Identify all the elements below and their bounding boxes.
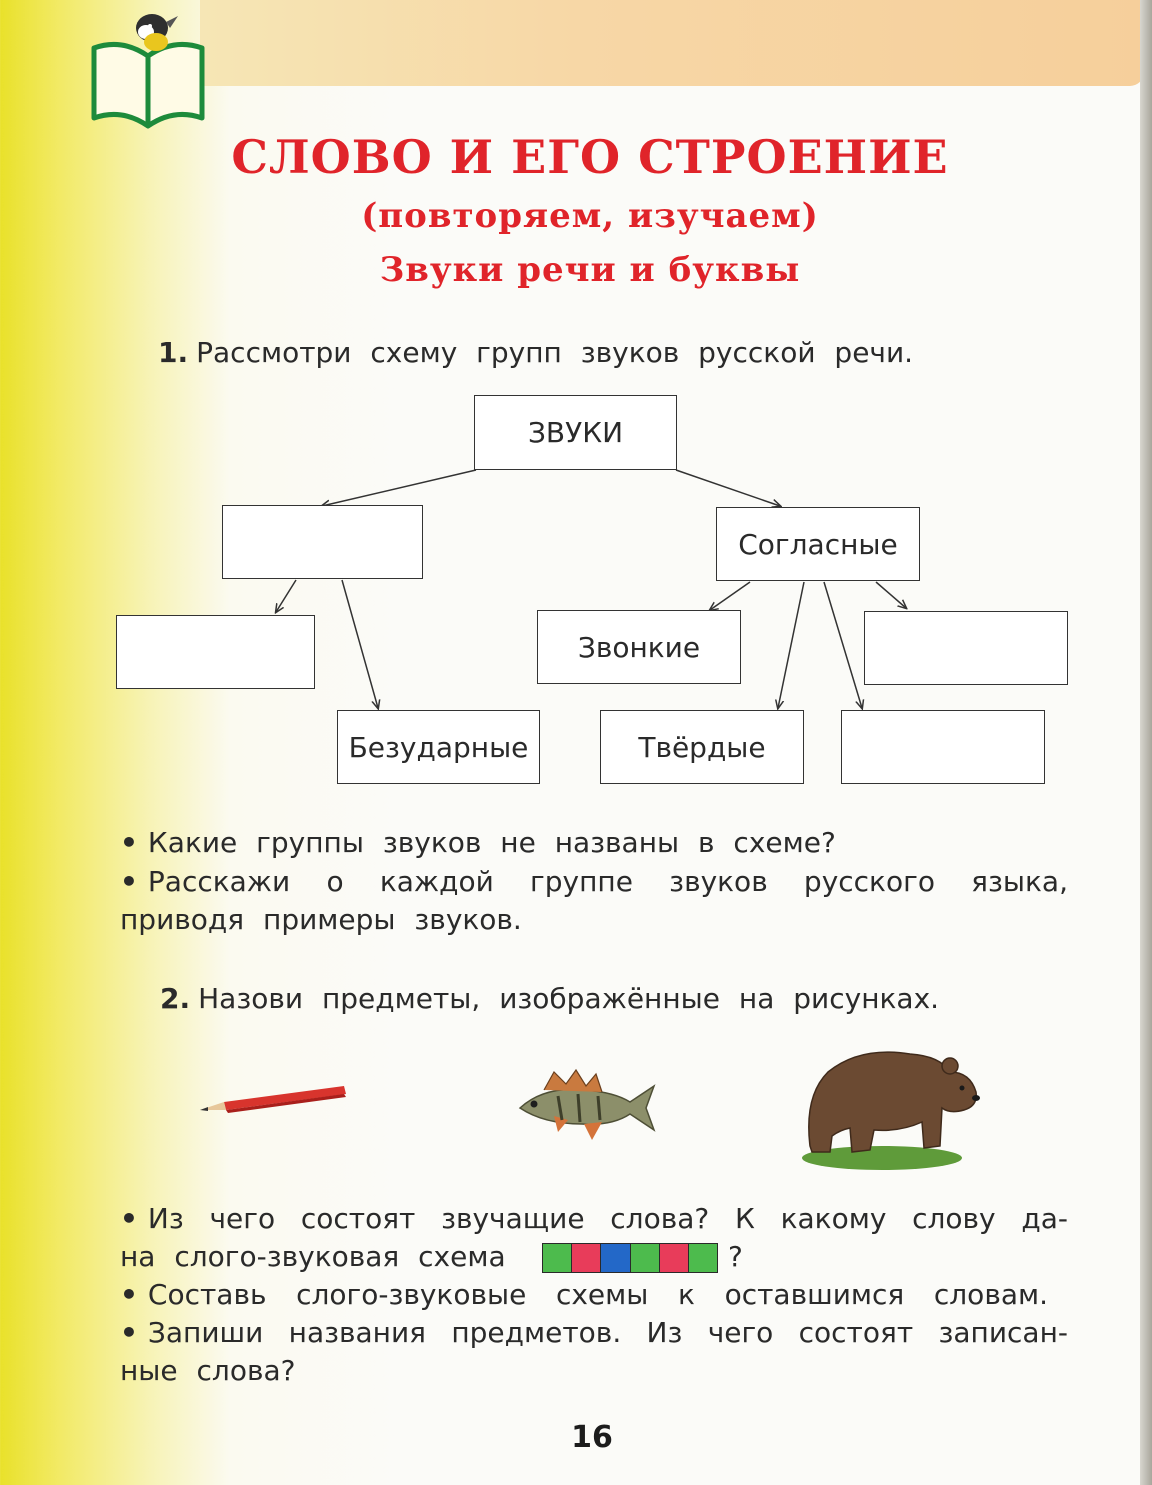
question-1 bbox=[120, 824, 836, 862]
bullet: • bbox=[120, 1278, 138, 1311]
question-2-line2: приводя примеры звуков. bbox=[120, 903, 522, 936]
node-empty-vowels[interactable] bbox=[222, 505, 423, 579]
scheme-cell bbox=[660, 1244, 689, 1272]
bullet: • bbox=[120, 865, 138, 898]
scheme-cell bbox=[689, 1244, 717, 1272]
node-empty-soft[interactable] bbox=[841, 710, 1045, 784]
question-4 bbox=[120, 1276, 1048, 1314]
scheme-cell bbox=[601, 1244, 630, 1272]
task1-text: Рассмотри схему групп звуков русской речи. bbox=[196, 336, 914, 369]
question-3-line2a: на слого-звуковая схема bbox=[120, 1240, 506, 1273]
question-3-line1 bbox=[120, 1200, 1068, 1238]
question-4-text: Составь слого-звуковые схемы к оставшимся словам. bbox=[147, 1278, 1048, 1311]
task2-number: 2. bbox=[160, 982, 191, 1015]
section-title: Звуки речи и буквы bbox=[379, 250, 801, 290]
bullet: • bbox=[120, 1202, 138, 1235]
question-5-line1 bbox=[120, 1314, 1068, 1352]
page-title: СЛОВО И ЕГО СТРОЕНИЕ bbox=[231, 130, 949, 184]
bear-image bbox=[800, 1036, 984, 1172]
page-number: 16 bbox=[571, 1420, 613, 1455]
question-5-text: Запиши названия предметов. Из чего состоят записан- bbox=[147, 1316, 1068, 1349]
node-unstressed: Безударные bbox=[337, 710, 540, 784]
task1-number: 1. bbox=[158, 336, 189, 369]
syllable-sound-scheme bbox=[542, 1243, 718, 1273]
node-voiced: Звонкие bbox=[537, 610, 741, 684]
node-empty-voiceless[interactable] bbox=[864, 611, 1068, 685]
pencil-image bbox=[194, 1080, 350, 1120]
scheme-cell bbox=[572, 1244, 601, 1272]
bullet: • bbox=[120, 1316, 138, 1349]
question-3-line2b: ? bbox=[728, 1240, 743, 1273]
task2 bbox=[160, 980, 939, 1018]
page-subtitle: (повторяем, изучаем) bbox=[361, 196, 819, 236]
question-2-text: Расскажи о каждой группе звуков русского языка, bbox=[147, 865, 1068, 898]
node-consonants: Согласные bbox=[716, 507, 920, 581]
node-hard: Твёрдые bbox=[600, 710, 804, 784]
scheme-cell bbox=[543, 1244, 572, 1272]
question-5-line2: ные слова? bbox=[120, 1354, 296, 1387]
question-3-text: Из чего состоят звучащие слова? К какому слову да- bbox=[147, 1202, 1068, 1235]
node-sounds: ЗВУКИ bbox=[474, 395, 677, 470]
scheme-cell bbox=[631, 1244, 660, 1272]
task2-text: Назови предметы, изображённые на рисунках. bbox=[198, 982, 940, 1015]
bullet: • bbox=[120, 826, 138, 859]
fish-image bbox=[514, 1064, 658, 1144]
node-empty-stressed[interactable] bbox=[116, 615, 315, 689]
question-1-text: Какие группы звуков не названы в схеме? bbox=[147, 826, 836, 859]
question-2-line1 bbox=[120, 863, 1068, 901]
